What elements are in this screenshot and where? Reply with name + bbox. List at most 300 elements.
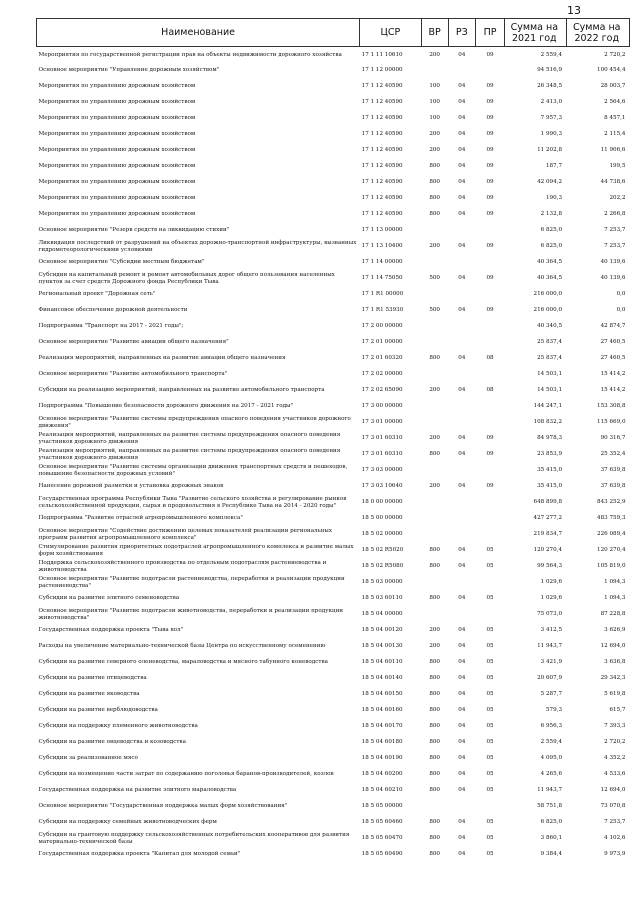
cell-name: Поддержка сельскохозяйственного производства по отдельным подотраслям растениеводства и животноводства	[38, 560, 327, 573]
cell-pr: 09	[486, 435, 494, 442]
cell-sum-2022: 153 308,8	[597, 403, 626, 410]
table-row	[37, 79, 630, 95]
table-row	[37, 815, 630, 831]
header-name: Наименование	[37, 19, 360, 47]
cell-name: Субсидии на развитие овцеводства и козоводства	[38, 739, 186, 746]
cell-rz: 04	[458, 627, 466, 634]
cell-sum-2022: 44 738,6	[600, 179, 626, 186]
cell-sum-2021: 2 413,0	[540, 99, 563, 106]
cell-csr: 18 5 04 60110	[361, 659, 403, 666]
table-row	[37, 495, 630, 511]
table-header-row	[37, 19, 630, 47]
table-row	[37, 447, 630, 463]
cell-csr: 17 1 14 00000	[361, 259, 403, 266]
cell-sum-2022: 12 694,0	[600, 787, 626, 794]
cell-pr: 09	[486, 483, 494, 490]
cell-name: Государственная поддержка проекта "Тыва вол"	[38, 627, 184, 634]
cell-sum-2022: 7 253,7	[604, 227, 626, 234]
cell-rz	[448, 511, 475, 527]
cell-sum-2021: 58 751,8	[537, 803, 563, 810]
cell-name: Субсидии на развитие элитного семеноводства	[38, 595, 180, 602]
table-row	[37, 191, 630, 207]
cell-name: Подпрограмма "Повышение безопасности дорожного движения на 2017 - 2021 годы"	[38, 403, 294, 410]
cell-sum-2022: 0,0	[616, 291, 626, 298]
cell-pr: 05	[486, 771, 494, 778]
cell-rz: 04	[458, 51, 466, 58]
cell-name: Субсидии на развитие северного оленеводства, мараловодства и мясного табунного коневодства	[38, 659, 328, 666]
cell-pr: 05	[486, 819, 494, 826]
cell-csr: 17 1 12 00000	[361, 67, 403, 74]
page-number: 13	[567, 4, 581, 17]
cell-csr: 17 2 00 00000	[361, 323, 403, 330]
cell-csr: 17 1 13 00000	[361, 227, 403, 234]
cell-rz: 04	[458, 659, 466, 666]
cell-sum-2021: 187,7	[546, 163, 563, 170]
cell-rz: 04	[458, 483, 466, 490]
cell-name: Субсидии на поддержку семейных животноводческих ферм	[38, 819, 217, 826]
cell-vr	[421, 367, 448, 383]
cell-sum-2022: 12 694,0	[600, 643, 626, 650]
table-row	[37, 511, 630, 527]
cell-rz	[448, 575, 475, 591]
table-row	[37, 767, 630, 783]
cell-sum-2021: 14 503,1	[537, 387, 563, 394]
cell-csr: 17 2 01 00000	[361, 339, 403, 346]
cell-csr: 17 1 13 10400	[361, 243, 403, 250]
cell-csr: 17 1 12 40590	[361, 195, 403, 202]
cell-sum-2022: 199,5	[609, 163, 626, 170]
cell-pr	[475, 319, 504, 335]
cell-vr: 800	[429, 211, 440, 218]
cell-pr: 09	[486, 83, 494, 90]
table-row	[37, 431, 630, 447]
cell-sum-2022: 11 906,6	[600, 147, 626, 154]
cell-pr: 05	[486, 707, 494, 714]
cell-name: Субсидии на реализацию мероприятий, направленных на развитие автомобильного транспорта	[38, 387, 325, 394]
cell-sum-2021: 1 990,3	[540, 131, 563, 138]
cell-vr	[421, 495, 448, 511]
cell-sum-2022: 25 352,4	[600, 451, 626, 458]
cell-sum-2021: 25 837,4	[537, 339, 563, 346]
cell-name: Мероприятия по управлению дорожным хозяйством	[38, 83, 196, 90]
cell-vr	[421, 527, 448, 543]
cell-rz: 04	[458, 451, 466, 458]
cell-vr: 200	[429, 131, 440, 138]
cell-pr: 09	[486, 243, 494, 250]
cell-vr	[421, 575, 448, 591]
cell-sum-2021: 1 029,6	[540, 595, 563, 602]
cell-sum-2022: 42 874,7	[600, 323, 626, 330]
table-row	[37, 479, 630, 495]
cell-sum-2022: 2 720,2	[604, 739, 626, 746]
cell-sum-2022: 37 639,8	[600, 483, 626, 490]
cell-vr: 800	[429, 739, 440, 746]
cell-sum-2021: 94 516,9	[537, 67, 563, 74]
cell-pr	[475, 799, 504, 815]
cell-rz: 04	[458, 435, 466, 442]
cell-sum-2021: 427 277,2	[533, 515, 563, 522]
cell-csr: 18 5 00 00000	[361, 515, 403, 522]
cell-csr: 17 3 01 60310	[361, 451, 403, 458]
cell-csr: 18 5 04 60160	[361, 707, 403, 714]
cell-vr: 800	[429, 691, 440, 698]
cell-sum-2022: 2 564,6	[604, 99, 626, 106]
cell-csr: 18 5 04 00120	[361, 627, 403, 634]
cell-sum-2021: 7 957,3	[540, 115, 563, 122]
cell-name: Реализация мероприятий, направленных на развитие системы предупреждения опасного поведения участников дорожного движения	[38, 432, 341, 445]
cell-pr	[475, 511, 504, 527]
cell-name: Мероприятия по управлению дорожным хозяйством	[38, 115, 196, 122]
cell-vr	[421, 319, 448, 335]
cell-name: Государственная поддержка на развитие элитного мараловодства	[38, 787, 237, 794]
cell-rz: 04	[458, 755, 466, 762]
table-row	[37, 527, 630, 543]
cell-sum-2021: 120 270,4	[533, 547, 563, 554]
cell-sum-2021: 6 825,0	[540, 227, 563, 234]
budget-table	[36, 18, 630, 863]
cell-pr: 09	[486, 51, 494, 58]
cell-sum-2022: 1 094,3	[604, 595, 626, 602]
cell-pr	[475, 63, 504, 79]
cell-sum-2021: 84 978,3	[537, 435, 563, 442]
cell-rz: 04	[458, 211, 466, 218]
cell-sum-2022: 37 639,8	[600, 467, 626, 474]
cell-name: Основное мероприятие "Резерв средств на ликвидацию стихии"	[38, 227, 230, 234]
cell-pr: 05	[486, 755, 494, 762]
cell-vr	[421, 607, 448, 623]
cell-vr: 800	[429, 723, 440, 730]
cell-rz	[448, 799, 475, 815]
cell-pr: 08	[486, 387, 494, 394]
cell-csr: 18 5 05 60490	[361, 851, 403, 858]
table-row	[37, 175, 630, 191]
table-row	[37, 367, 630, 383]
table-row	[37, 703, 630, 719]
cell-sum-2022: 0,0	[616, 307, 626, 314]
cell-vr: 200	[429, 51, 440, 58]
cell-pr: 09	[486, 451, 494, 458]
table-body	[37, 47, 630, 863]
cell-sum-2022: 3 626,9	[604, 627, 626, 634]
cell-vr: 800	[429, 563, 440, 570]
cell-sum-2021: 3 412,5	[540, 627, 563, 634]
table-row	[37, 159, 630, 175]
cell-sum-2022: 100 454,4	[597, 67, 626, 74]
cell-pr	[475, 399, 504, 415]
cell-sum-2021: 11 202,8	[537, 147, 563, 154]
table-row	[37, 575, 630, 591]
header-rz: РЗ	[448, 19, 475, 47]
table-row	[37, 271, 630, 287]
cell-pr: 05	[486, 739, 494, 746]
cell-name: Основное мероприятие "Государственная поддержка малых форм хозяйствования"	[38, 803, 288, 810]
cell-name: Основное мероприятие "Управление дорожным хозяйством"	[38, 67, 220, 74]
cell-csr: 18 5 05 60470	[361, 835, 403, 842]
cell-sum-2021: 190,3	[546, 195, 563, 202]
cell-name: Реализация мероприятий, направленных на развитие системы предупреждения опасного поведения участников дорожного движения	[38, 448, 341, 461]
cell-sum-2022: 202,2	[609, 195, 626, 202]
cell-csr: 17 3 03 00000	[361, 467, 403, 474]
cell-vr: 800	[429, 451, 440, 458]
cell-name: Субсидии на развитие верблюдоводства	[38, 707, 158, 714]
cell-sum-2021: 40 364,5	[537, 275, 563, 282]
cell-vr: 800	[429, 707, 440, 714]
cell-sum-2022: 28 003,7	[600, 83, 626, 90]
cell-vr	[421, 415, 448, 431]
cell-pr	[475, 335, 504, 351]
cell-csr: 17 2 01 60320	[361, 355, 403, 362]
cell-sum-2021: 6 825,0	[540, 243, 563, 250]
table-row	[37, 415, 630, 431]
cell-vr: 800	[429, 819, 440, 826]
cell-csr: 18 5 05 60460	[361, 819, 403, 826]
cell-sum-2021: 99 564,3	[537, 563, 563, 570]
cell-vr	[421, 223, 448, 239]
cell-sum-2022: 90 316,7	[600, 435, 626, 442]
cell-vr: 200	[429, 483, 440, 490]
cell-name: Стимулирование развития приоритетных подотраслей агропромышленного комплекса и развитие малых форм хозяйствования	[38, 544, 354, 557]
cell-name: Субсидии на возмещение части затрат по содержанию поголовья баранов-производителей, козлов	[38, 771, 334, 778]
cell-sum-2021: 6 825,0	[540, 819, 563, 826]
cell-pr: 05	[486, 691, 494, 698]
cell-vr: 200	[429, 147, 440, 154]
cell-sum-2021: 6 956,3	[540, 723, 563, 730]
cell-sum-2021: 144 247,1	[533, 403, 563, 410]
table-row	[37, 735, 630, 751]
cell-rz: 04	[458, 355, 466, 362]
table-row	[37, 719, 630, 735]
cell-sum-2021: 14 503,1	[537, 371, 563, 378]
cell-sum-2022: 483 759,3	[597, 515, 626, 522]
table-row	[37, 399, 630, 415]
cell-name: Основное мероприятие "Развитие автомобильного транспорта"	[38, 371, 228, 378]
cell-pr: 09	[486, 179, 494, 186]
cell-name: Финансовое обеспечение дорожной деятельности	[38, 307, 188, 314]
cell-sum-2021: 108 832,2	[533, 419, 563, 426]
cell-sum-2021: 11 943,7	[537, 787, 563, 794]
table-row	[37, 287, 630, 303]
cell-csr: 18 5 03 00000	[361, 579, 403, 586]
cell-csr: 17 3 00 00000	[361, 403, 403, 410]
cell-vr	[421, 399, 448, 415]
cell-sum-2021: 579,3	[546, 707, 563, 714]
cell-name: Мероприятия по управлению дорожным хозяйством	[38, 99, 196, 106]
cell-vr: 800	[429, 179, 440, 186]
table-row	[37, 335, 630, 351]
cell-vr: 200	[429, 243, 440, 250]
cell-sum-2022: 7 253,7	[604, 243, 626, 250]
cell-vr	[421, 287, 448, 303]
cell-vr: 100	[429, 99, 440, 106]
cell-sum-2021: 25 837,4	[537, 355, 563, 362]
cell-rz: 04	[458, 147, 466, 154]
cell-rz: 04	[458, 115, 466, 122]
table-row	[37, 543, 630, 559]
cell-vr: 800	[429, 851, 440, 858]
cell-vr: 800	[429, 195, 440, 202]
cell-sum-2022: 29 342,3	[600, 675, 626, 682]
cell-pr: 05	[486, 723, 494, 730]
cell-vr: 800	[429, 835, 440, 842]
cell-vr	[421, 799, 448, 815]
cell-csr: 17 1 R1 00000	[361, 291, 404, 298]
cell-csr: 17 2 02 00000	[361, 371, 403, 378]
table-row	[37, 223, 630, 239]
cell-rz: 04	[458, 179, 466, 186]
cell-rz	[448, 335, 475, 351]
table-row	[37, 639, 630, 655]
cell-csr: 17 1 12 40590	[361, 179, 403, 186]
cell-name: Основное мероприятие "Развитие подотрасли растениеводства, переработки и реализации продукции растениеводства"	[38, 576, 345, 589]
table-row	[37, 607, 630, 623]
cell-sum-2022: 15 414,2	[600, 371, 626, 378]
cell-sum-2022: 7 253,7	[604, 819, 626, 826]
cell-sum-2021: 648 899,8	[533, 499, 563, 506]
cell-name: Реализация мероприятий, направленных на развитие авиации общего назначения	[38, 355, 286, 362]
cell-vr: 800	[429, 163, 440, 170]
table-row	[37, 799, 630, 815]
cell-rz: 04	[458, 83, 466, 90]
table-row	[37, 319, 630, 335]
table-row	[37, 687, 630, 703]
cell-pr: 05	[486, 595, 494, 602]
table-row	[37, 847, 630, 863]
cell-csr: 18 5 05 00000	[361, 803, 403, 810]
cell-pr: 09	[486, 211, 494, 218]
cell-sum-2022: 2 115,4	[604, 131, 626, 138]
cell-vr	[421, 63, 448, 79]
cell-sum-2021: 26 348,5	[537, 83, 563, 90]
cell-csr: 18 5 04 60170	[361, 723, 403, 730]
cell-sum-2021: 42 094,2	[537, 179, 563, 186]
cell-name: Основное мероприятие "Субсидии местным бюджетам"	[38, 259, 205, 266]
table-row	[37, 623, 630, 639]
cell-rz: 04	[458, 819, 466, 826]
cell-sum-2021: 4 265,6	[540, 771, 563, 778]
cell-rz: 04	[458, 243, 466, 250]
table-row	[37, 783, 630, 799]
table-row	[37, 351, 630, 367]
cell-rz: 04	[458, 739, 466, 746]
cell-sum-2022: 9 973,9	[604, 851, 626, 858]
cell-csr: 18 5 04 60150	[361, 691, 403, 698]
cell-vr: 500	[429, 275, 440, 282]
cell-name: Основное мероприятие "Развитие подотрасли животноводства, переработки и реализации продукции животноводства"	[38, 608, 344, 621]
cell-sum-2022: 7 393,3	[604, 723, 626, 730]
cell-vr: 800	[429, 787, 440, 794]
cell-name: Основное мероприятие "Содействие достижению целевых показателей реализации региональных программ развития агропромышленного комплекса"	[38, 528, 332, 541]
cell-vr: 200	[429, 627, 440, 634]
cell-sum-2022: 105 819,0	[597, 563, 626, 570]
table-row	[37, 591, 630, 607]
cell-vr: 200	[429, 387, 440, 394]
cell-name: Субсидии за реализованное мясо	[38, 755, 138, 762]
header-sum-2022: Сумма на 2022 год	[566, 19, 629, 47]
cell-rz	[448, 415, 475, 431]
table-row	[37, 831, 630, 847]
cell-rz: 04	[458, 387, 466, 394]
cell-rz	[448, 399, 475, 415]
cell-name: Мероприятия по управлению дорожным хозяйством	[38, 163, 196, 170]
cell-name: Основное мероприятие "Развитие системы организации движения транспортных средств и пешеходов, повышение безопасности дорожных условий"	[38, 464, 348, 477]
cell-rz: 04	[458, 163, 466, 170]
cell-csr: 18 5 04 60190	[361, 755, 403, 762]
cell-pr: 05	[486, 627, 494, 634]
cell-pr: 08	[486, 355, 494, 362]
cell-pr	[475, 255, 504, 271]
cell-pr: 05	[486, 547, 494, 554]
cell-pr: 09	[486, 115, 494, 122]
cell-csr: 18 5 04 00000	[361, 611, 403, 618]
cell-name: Субсидии на грантовую поддержку сельскохозяйственных потребительских кооперативов для развития материально-технической базы	[38, 832, 350, 845]
cell-rz	[448, 63, 475, 79]
table-row	[37, 47, 630, 63]
cell-csr: 17 3 03 10640	[361, 483, 403, 490]
cell-sum-2021: 75 073,0	[537, 611, 563, 618]
cell-name: Мероприятия по управлению дорожным хозяйством	[38, 147, 196, 154]
cell-sum-2022: 1 094,3	[604, 579, 626, 586]
cell-rz: 04	[458, 675, 466, 682]
cell-rz: 04	[458, 131, 466, 138]
cell-csr: 17 2 02 65090	[361, 387, 403, 394]
cell-pr: 09	[486, 131, 494, 138]
cell-rz: 04	[458, 275, 466, 282]
cell-sum-2022: 40 139,6	[600, 259, 626, 266]
cell-name: Субсидии на развитие птицеводства	[38, 675, 147, 682]
cell-pr: 09	[486, 275, 494, 282]
cell-vr	[421, 255, 448, 271]
cell-rz	[448, 607, 475, 623]
cell-sum-2022: 3 636,8	[604, 659, 626, 666]
cell-name: Субсидии на поддержку племенного животноводства	[38, 723, 198, 730]
cell-csr: 17 1 12 40590	[361, 115, 403, 122]
cell-vr: 800	[429, 355, 440, 362]
cell-pr: 09	[486, 195, 494, 202]
cell-csr: 17 1 12 40590	[361, 83, 403, 90]
cell-rz: 04	[458, 307, 466, 314]
header-pr: ПР	[475, 19, 504, 47]
cell-sum-2022: 120 270,4	[597, 547, 626, 554]
table-row	[37, 143, 630, 159]
cell-sum-2021: 5 287,7	[540, 691, 563, 698]
cell-sum-2022: 4 102,6	[604, 835, 626, 842]
cell-name: Региональный проект "Дорожная сеть"	[38, 291, 156, 298]
header-vr: ВР	[421, 19, 448, 47]
cell-vr: 100	[429, 83, 440, 90]
cell-csr: 18 5 04 60140	[361, 675, 403, 682]
cell-name: Государственная программа Республики Тыва "Развитие сельского хозяйства и регулирование рынков сельскохозяйственной продукции, сырья и продовольствия в Республике Тыва на 2014 - 2020 годы"	[38, 496, 347, 509]
header-sum-2021: Сумма на 2021 год	[505, 19, 566, 47]
cell-sum-2022: 4 352,2	[604, 755, 626, 762]
cell-rz: 04	[458, 835, 466, 842]
cell-rz: 04	[458, 547, 466, 554]
cell-pr	[475, 463, 504, 479]
cell-sum-2022: 2 720,2	[604, 51, 626, 58]
cell-sum-2021: 1 029,6	[540, 579, 563, 586]
cell-sum-2021: 216 000,0	[533, 291, 563, 298]
cell-rz	[448, 367, 475, 383]
cell-name: Основное мероприятие "Развитие авиации общего назначения"	[38, 339, 229, 346]
cell-sum-2021: 3 421,9	[540, 659, 563, 666]
cell-rz: 04	[458, 595, 466, 602]
cell-name: Основное мероприятие "Развитие системы предупреждения опасного поведения участников дорожного движения"	[38, 416, 351, 429]
cell-pr: 09	[486, 99, 494, 106]
cell-vr: 100	[429, 115, 440, 122]
cell-sum-2021: 20 607,9	[537, 675, 563, 682]
cell-sum-2021: 3 860,1	[540, 835, 563, 842]
table-row	[37, 255, 630, 271]
cell-csr: 18 5 03 60110	[361, 595, 403, 602]
